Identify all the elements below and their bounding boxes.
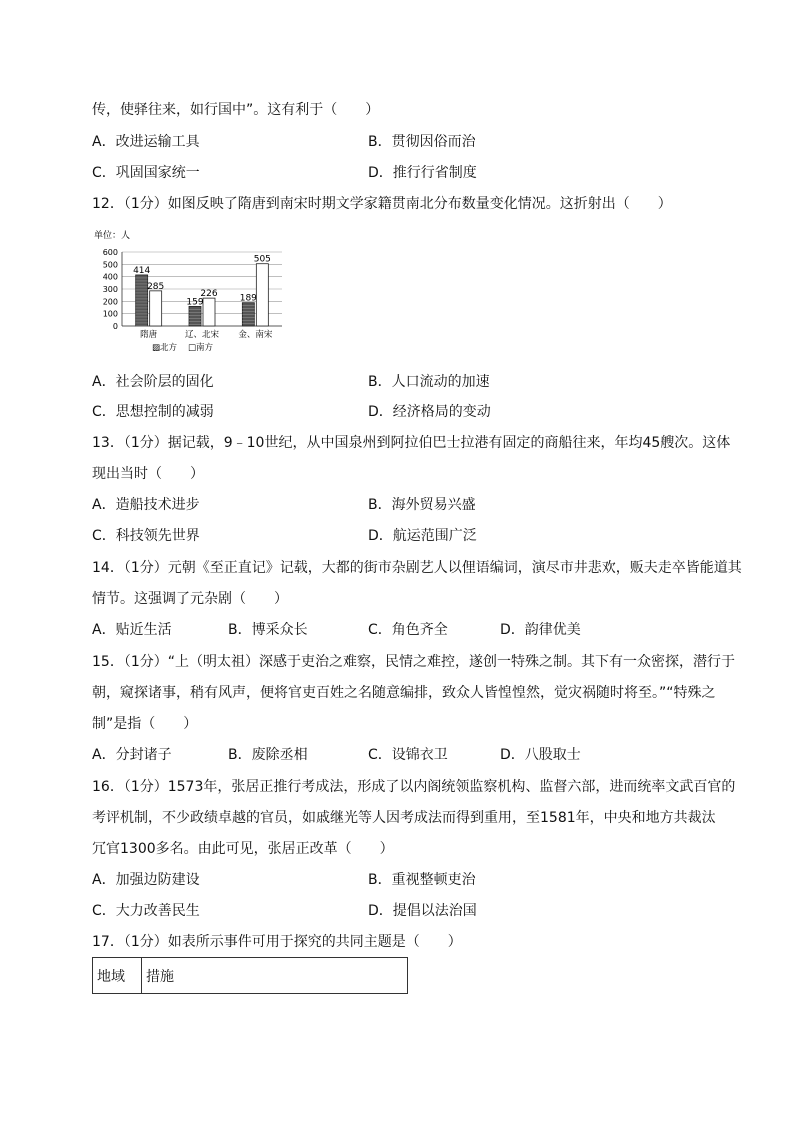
y-tick-label: 400 [102, 272, 118, 282]
legend-south: □南方 [188, 343, 214, 353]
q14-stem-line1: 14．（1分）元朝《至正直记》记载，大都的街市杂剧艺人以俚语编词，演尽市井悲欢，贩夫走卒皆能道其 [92, 560, 742, 576]
q13-stem-line2: 现出当时（ ） [92, 466, 204, 482]
q15-stem-line3: 制”是指（ ） [92, 716, 198, 732]
q16-option-d[interactable]: D．提倡以法治国 [368, 903, 477, 919]
q13-option-d[interactable]: D．航运范围广泛 [368, 528, 477, 544]
q13-option-b[interactable]: B．海外贸易兴盛 [368, 497, 476, 513]
q16-option-a[interactable]: A．加强边防建设 [92, 872, 200, 888]
q11-stem-tail: 传，使驿往来，如行国中”。这有利于（ ） [92, 102, 380, 118]
q14-option-a[interactable]: A．贴近生活 [92, 622, 172, 638]
q15-option-b[interactable]: B．废除丞相 [228, 747, 308, 763]
category-label: 隋唐 [140, 330, 158, 340]
q13-option-a[interactable]: A．造船技术进步 [92, 497, 200, 513]
q13-stem-line1: 13．（1分）据记载，9﹣10世纪，从中国泉州到阿拉伯巴士拉港有固定的商船往来，年均45艘次。这体 [92, 435, 731, 451]
q14-option-d[interactable]: D．韵律优美 [500, 622, 581, 638]
bar-north [242, 303, 254, 326]
bar-chart [92, 226, 292, 358]
q12-option-c[interactable]: C．思想控制的减弱 [92, 404, 214, 420]
q15-stem-line2: 朝，窥探诸事，稍有风声，便将官吏百姓之名随意编排，致众人皆惶惶然，觉灾祸随时将至。”“特殊之 [92, 685, 716, 701]
q15-option-a[interactable]: A．分封诸子 [92, 747, 172, 763]
q11-option-a[interactable]: A．改进运输工具 [92, 134, 200, 150]
table-header-measures: 措施 [142, 958, 408, 994]
y-tick-label: 300 [102, 285, 118, 294]
bar-north [136, 275, 148, 326]
data-label: 159 [186, 297, 204, 308]
y-tick-label: 200 [102, 297, 118, 307]
data-label: 414 [133, 265, 151, 276]
data-label: 505 [253, 254, 271, 265]
bar-south [150, 291, 162, 326]
chart-unit-label: 单位：人 [94, 231, 131, 241]
bar-south [203, 298, 215, 326]
q15-option-c[interactable]: C．设锦衣卫 [368, 747, 448, 763]
q12-option-a[interactable]: A．社会阶层的固化 [92, 374, 214, 390]
data-label: 285 [147, 281, 165, 292]
q17-stem: 17．（1分）如表所示事件可用于探究的共同主题是（ ） [92, 934, 462, 950]
q16-stem-line2: 考评机制，不少政绩卓越的官员，如戚继光等人因考成法而得到重用，至1581年，中央和地方共裁汰 [92, 810, 716, 826]
q11-option-b[interactable]: B．贯彻因俗而治 [368, 134, 476, 150]
q15-stem-line1: 15．（1分）“上（明太祖）深感于吏治之难察，民情之难控，遂创一特殊之制。其下有一众密探，潜行于 [92, 654, 735, 670]
q13-option-c[interactable]: C．科技领先世界 [92, 528, 200, 544]
q17-table [92, 957, 408, 994]
q15-option-d[interactable]: D．八股取士 [500, 747, 581, 763]
q11-option-c[interactable]: C．巩固国家统一 [92, 165, 200, 181]
category-label: 金、南宋 [238, 330, 273, 340]
table-header-region: 地域 [93, 958, 142, 994]
q16-option-c[interactable]: C．大力改善民生 [92, 903, 200, 919]
y-tick-label: 100 [102, 309, 118, 319]
y-tick-label: 600 [102, 248, 118, 257]
y-tick-label: 0 [112, 322, 118, 331]
category-label: 辽、北宋 [184, 330, 220, 340]
q11-option-d[interactable]: D．推行行省制度 [368, 165, 477, 181]
q14-option-c[interactable]: C．角色齐全 [368, 622, 448, 638]
q14-option-b[interactable]: B．博采众长 [228, 622, 308, 638]
y-tick-label: 500 [102, 260, 118, 270]
data-label: 189 [239, 293, 257, 304]
q16-stem-line1: 16．（1分）1573年，张居正推行考成法，形成了以内阁统领监察机构、监督六部，进而统率文武百官的 [92, 779, 736, 795]
q14-stem-line2: 情节。这强调了元杂剧（ ） [92, 591, 288, 607]
bar-south [256, 264, 268, 326]
q12-option-d[interactable]: D．经济格局的变动 [368, 404, 491, 420]
q12-stem: 12．（1分）如图反映了隋唐到南宋时期文学家籍贯南北分布数量变化情况。这折射出（ ） [92, 196, 672, 212]
data-label: 226 [200, 289, 218, 300]
legend-north: ▨北方 [152, 343, 178, 353]
q16-stem-line3: 冗官1300多名。由此可见，张居正改革（ ） [92, 841, 394, 857]
q12-option-b[interactable]: B．人口流动的加速 [368, 374, 490, 390]
q16-option-b[interactable]: B．重视整顿吏治 [368, 872, 476, 888]
table-row [93, 958, 408, 994]
